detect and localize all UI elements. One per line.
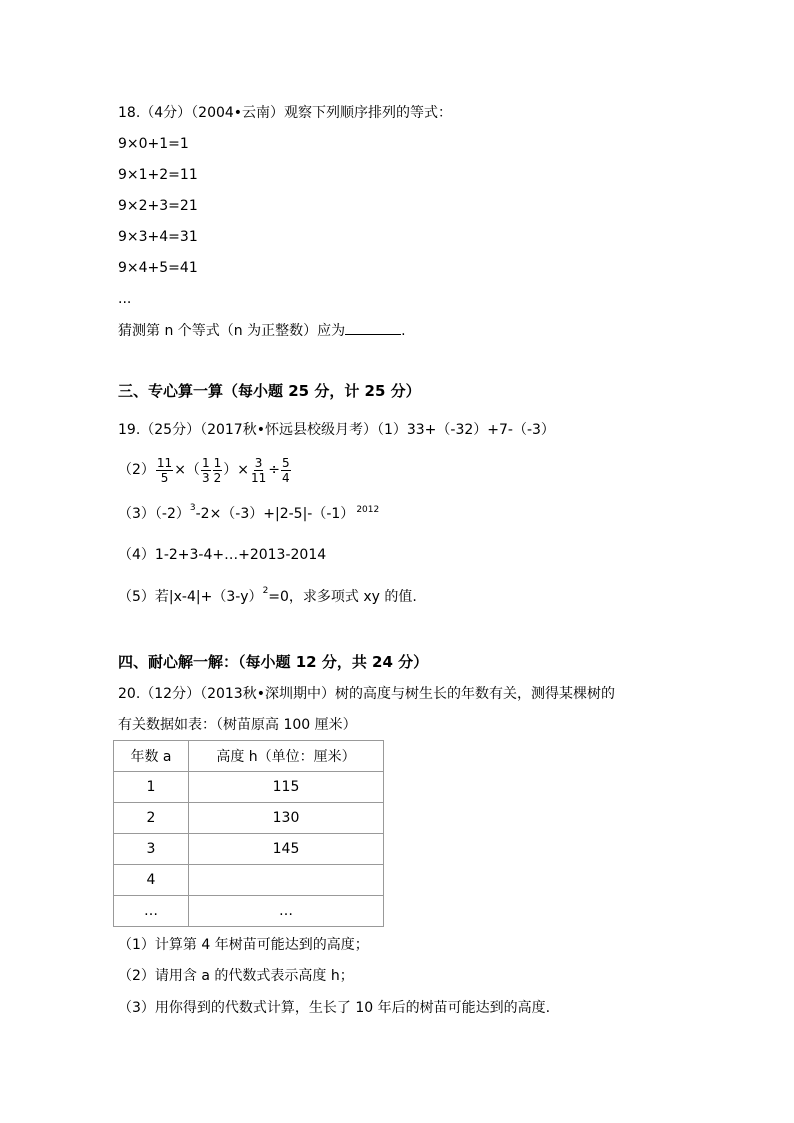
table-cell: 4 <box>114 865 189 896</box>
tree-height-table <box>113 740 384 927</box>
q19-p2-times: ×（ <box>174 462 200 478</box>
table-cell: 2 <box>114 803 189 834</box>
table-row <box>114 896 384 927</box>
table-header-cell: 高度 h（单位：厘米） <box>189 741 384 772</box>
q19-p2-label: （2） <box>118 462 155 478</box>
q19-part-3 <box>118 504 379 526</box>
table-row <box>114 772 384 803</box>
q20-sub-1: （1）计算第 4 年树苗可能达到的高度； <box>118 937 369 953</box>
q19-p3-before: （3）（-2） <box>118 506 190 522</box>
table-row <box>114 865 384 896</box>
q19-p3-exponent: 3 <box>189 503 196 513</box>
table-row <box>114 803 384 834</box>
table-header-cell: 年数 a <box>114 741 189 772</box>
q19-p2-divide: ÷ <box>268 462 280 478</box>
q19-p5-exponent: 2 <box>262 586 269 596</box>
q20-sub-3: （3）用你得到的代数式计算，生长了 10 年后的树苗可能达到的高度. <box>118 1000 551 1016</box>
q18-equation-3: 9×2+3=21 <box>118 198 198 214</box>
q19-part-2 <box>118 452 292 488</box>
q19-p2-close-times: ）× <box>223 462 249 478</box>
q18-header: 18.（4分）（2004•云南）观察下列顺序排列的等式： <box>118 105 453 121</box>
q19-p5-after: =0，求多项式 xy 的值. <box>268 589 417 605</box>
fraction-11-5: $\frac{11}{5}$ <box>156 455 173 485</box>
table-cell: 130 <box>189 803 384 834</box>
q20-sub-2: （2）请用含 a 的代数式表示高度 h； <box>118 968 354 984</box>
q19-header: 19.（25分）（2017秋•怀远县校级月考）（1）33+（-32）+7-（-3） <box>118 422 555 438</box>
q18-question <box>118 320 406 341</box>
fraction-1-3: $\frac{1}{3}$ <box>201 455 210 485</box>
table-cell: … <box>189 896 384 927</box>
q19-p3-middle: -2×（-3）+|2-5|-（-1） <box>195 506 355 522</box>
q20-header-line-2: 有关数据如表：（树苗原高 100 厘米） <box>118 717 357 733</box>
table-cell: … <box>114 896 189 927</box>
q18-equation-2: 9×1+2=11 <box>118 167 198 183</box>
q18-ellipsis: ... <box>118 291 132 307</box>
q18-equation-1: 9×0+1=1 <box>118 136 189 152</box>
table-cell: 3 <box>114 834 189 865</box>
fraction-3-11: $\frac{3}{11}$ <box>250 455 267 485</box>
q19-p5-before: （5）若|x-4|+（3-y） <box>118 589 263 605</box>
q18-question-text: 猜测第 n 个等式（n 为正整数）应为 <box>118 323 346 339</box>
q18-equation-4: 9×3+4=31 <box>118 229 198 245</box>
q20-header-line-1: 20.（12分）（2013秋•深圳期中）树的高度与树生长的年数有关，测得某棵树的 <box>118 686 615 702</box>
q19-part-5 <box>118 587 417 609</box>
fraction-5-4: $\frac{5}{4}$ <box>281 455 290 485</box>
answer-blank <box>345 320 401 335</box>
q18-equation-5: 9×4+5=41 <box>118 260 198 276</box>
table-cell: 115 <box>189 772 384 803</box>
q19-part-4: （4）1-2+3-4+…+2013-2014 <box>118 547 327 563</box>
section-4-title: 四、耐心解一解：（每小题 12 分，共 24 分） <box>118 653 429 671</box>
q18-question-end: . <box>401 323 406 339</box>
fraction-1-2: $\frac{1}{2}$ <box>213 455 222 485</box>
table-cell: 145 <box>189 834 384 865</box>
table-row <box>114 834 384 865</box>
q19-p3-exponent-2: 2012 <box>356 505 380 515</box>
table-cell <box>189 865 384 896</box>
section-3-title: 三、专心算一算（每小题 25 分，计 25 分） <box>118 382 421 400</box>
table-cell: 1 <box>114 772 189 803</box>
table-header-row <box>114 741 384 772</box>
